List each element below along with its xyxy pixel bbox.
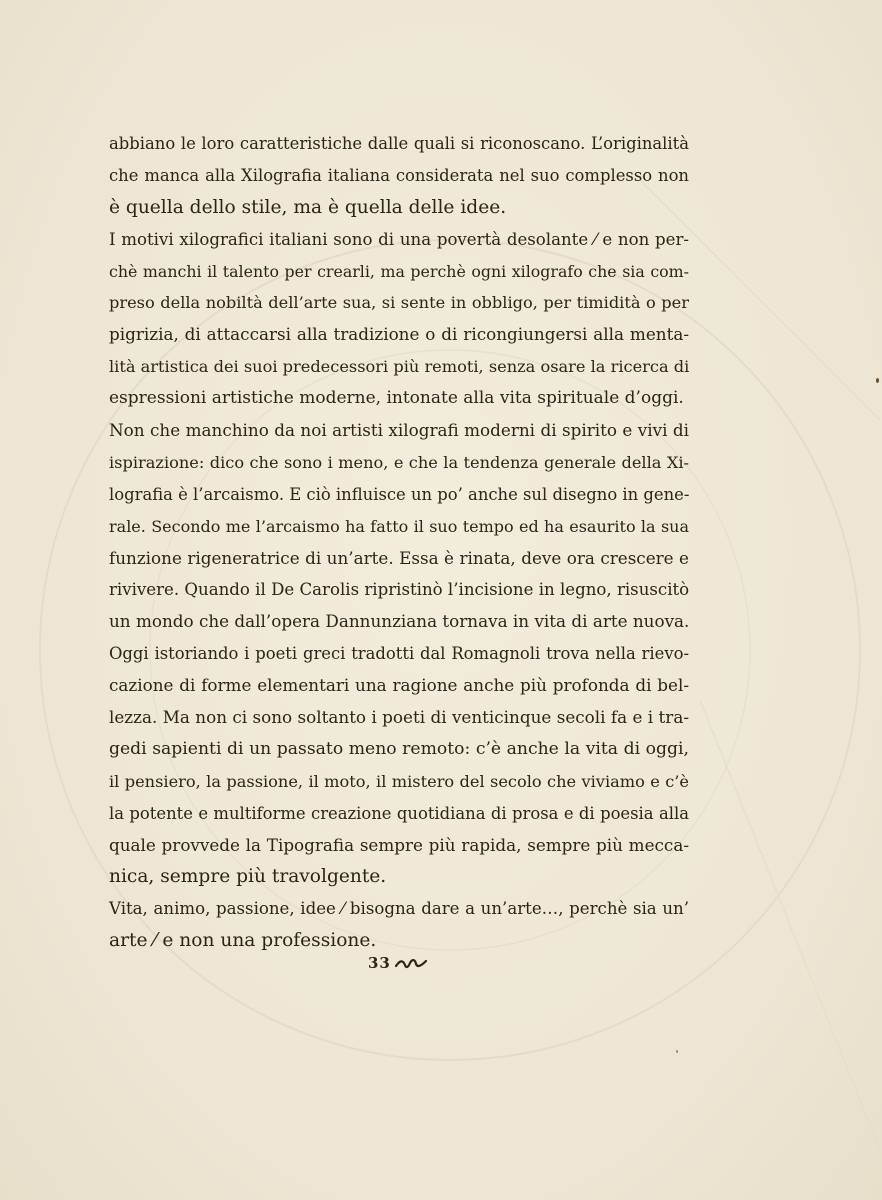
text-line: che manca alla Xilografia italiana considerata nel suo complesso non: [109, 165, 689, 185]
text-line: espressioni artistiche moderne, intonate alla vita spirituale d’oggi.: [109, 388, 684, 409]
text-line: chè manchi il talento per crearli, ma perchè ogni xilografo che sia com-: [109, 261, 689, 281]
text-line: Vita, animo, passione, idee ⁄ bisogna dare a un’arte…, perchè sia un’: [109, 899, 689, 919]
text-line: la potente e multiforme creazione quotidiana di prosa e di poesia alla: [109, 803, 689, 823]
text-line: è quella dello stile, ma è quella delle idee.: [109, 196, 507, 218]
text-line: il pensiero, la passione, il moto, il mistero del secolo che viviamo e c’è: [109, 771, 689, 791]
page-number-value: 33: [368, 954, 391, 972]
text-line: nica, sempre più travolgente.: [109, 866, 387, 888]
text-line: lità artistica dei suoi predecessori più remoti, senza osare la ricerca di: [109, 357, 690, 377]
text-line: cazione di forme elementari una ragione anche più profonda di bel-: [109, 675, 689, 696]
text-line: I motivi xilografici italiani sono di una povertà desolante ⁄ e non per-: [109, 229, 689, 249]
text-line: pigrizia, di attaccarsi alla tradizione o di ricongiungersi alla menta-: [109, 324, 689, 345]
text-line: lografia è l’arcaismo. E ciò influisce un po’ anche sul disegno in gene-: [109, 484, 690, 504]
paper-speck: [676, 1050, 678, 1053]
flourish-ornament-icon: [394, 956, 428, 970]
text-line: Non che manchino da noi artisti xilografi moderni di spirito e vivi di: [109, 420, 689, 441]
text-line: gedi sapienti di un passato meno remoto: c’è anche la vita di oggi,: [109, 738, 689, 759]
text-line: quale provvede la Tipografia sempre più rapida, sempre più mecca-: [109, 834, 689, 855]
text-line: funzione rigeneratrice di un’arte. Essa è rinata, deve ora crescere e: [109, 547, 689, 568]
body-text: [109, 128, 689, 957]
text-line: un mondo che dall’opera Dannunziana tornava in vita di arte nuova.: [109, 611, 690, 632]
text-line: Oggi istoriando i poeti greci tradotti dal Romagnoli trova nella rievo-: [109, 644, 689, 664]
text-line: ispirazione: dico che sono i meno, e che la tendenza generale della Xi-: [109, 452, 689, 472]
text-line: abbiano le loro caratteristiche dalle quali si riconoscano. L’originalità: [109, 134, 689, 153]
text-line: lezza. Ma non ci sono soltanto i poeti di venticinque secoli fa e i tra-: [109, 707, 689, 728]
text-line: rivivere. Quando il De Carolis ripristinò l’incisione in legno, risuscitò: [109, 580, 690, 600]
paper-speck: [876, 378, 879, 383]
page-number: [368, 951, 448, 975]
text-line: rale. Secondo me l’arcaismo ha fatto il suo tempo ed ha esaurito la sua: [109, 516, 689, 536]
text-line: preso della nobiltà dell’arte sua, si sente in obbligo, per timidità o per: [109, 293, 689, 313]
text-line: arte ⁄ e non una professione.: [109, 930, 377, 952]
